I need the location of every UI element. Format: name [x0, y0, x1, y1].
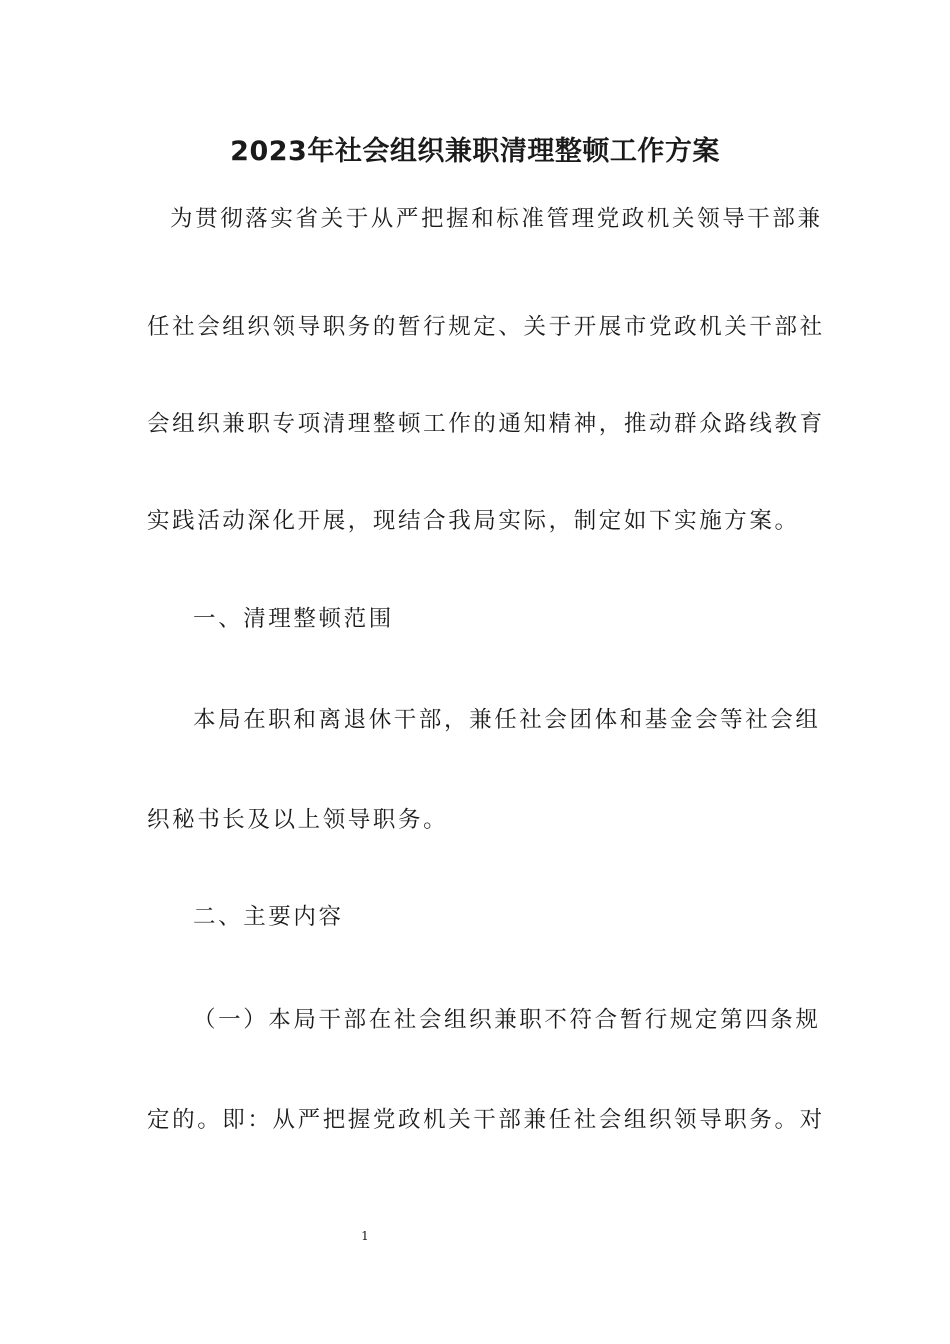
- intro-line-2: 任社会组织领导职务的暂行规定、关于开展市党政机关干部社: [147, 314, 825, 340]
- document-title: 2023年社会组织兼职清理整顿工作方案: [230, 136, 720, 167]
- intro-line-4: 实践活动深化开展，现结合我局实际，制定如下实施方案。: [147, 508, 800, 534]
- page-number: 1: [361, 1229, 369, 1243]
- section-1-line-1: 本局在职和离退休干部，兼任社会团体和基金会等社会组: [193, 707, 821, 733]
- section-2-line-1: （一）本局干部在社会组织兼职不符合暂行规定第四条规: [193, 1007, 821, 1033]
- section-2-heading: 二、主要内容: [193, 904, 344, 930]
- intro-line-3: 会组织兼职专项清理整顿工作的通知精神，推动群众路线教育: [147, 411, 825, 437]
- intro-line-1: 为贯彻落实省关于从严把握和标准管理党政机关领导干部兼: [170, 206, 823, 232]
- section-1-heading: 一、清理整顿范围: [193, 606, 394, 632]
- section-1-line-2: 织秘书长及以上领导职务。: [147, 807, 449, 833]
- section-2-line-2: 定的。即：从严把握党政机关干部兼任社会组织领导职务。对: [147, 1107, 825, 1133]
